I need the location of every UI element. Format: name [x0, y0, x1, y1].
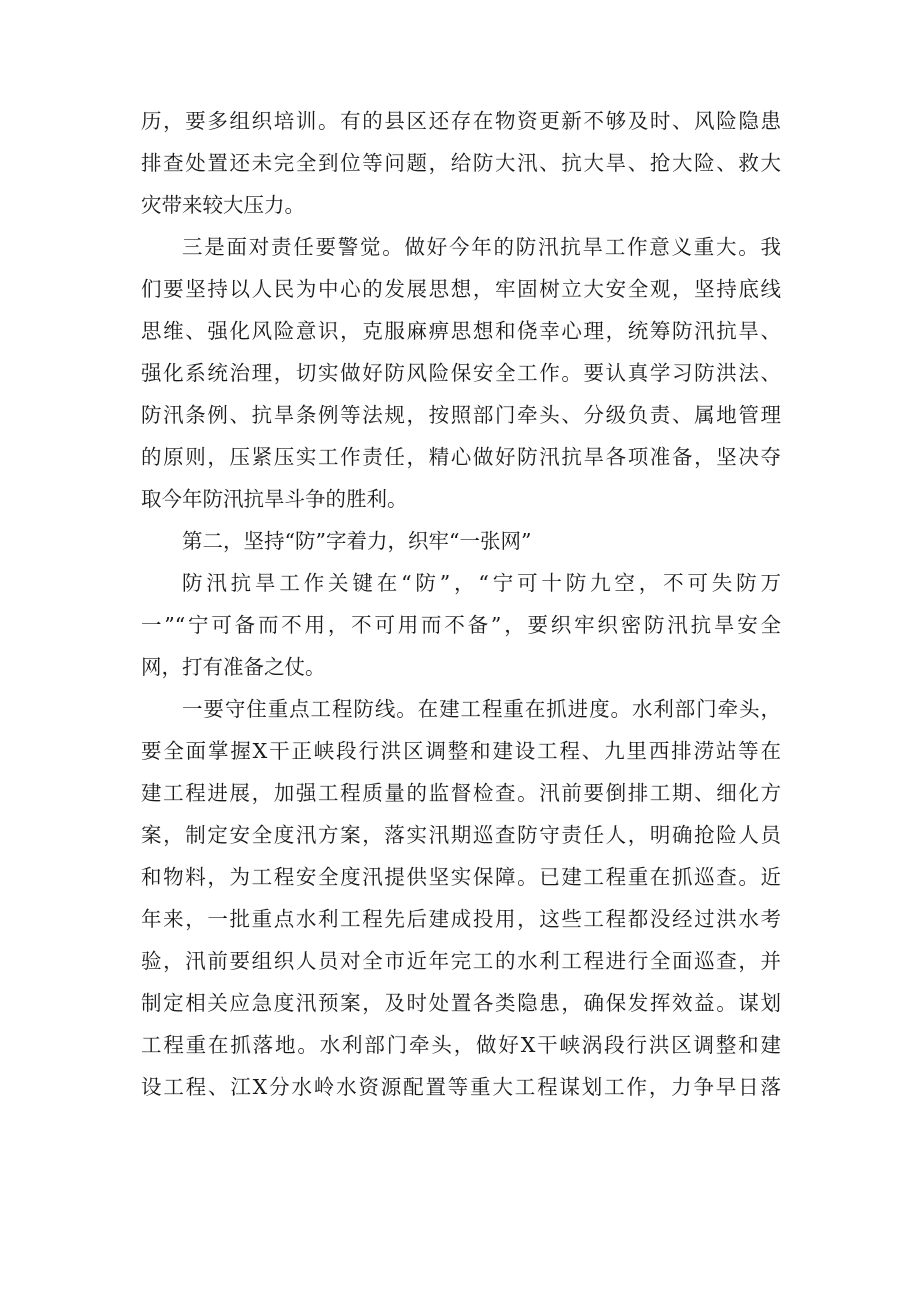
text-line: 年来，一批重点水利工程先后建成投用，这些工程都没经过洪水考 — [141, 907, 781, 931]
paragraph-heading-line: 一要守住重点工程防线。在建工程重在抓进度。水利部门牵头， — [182, 697, 781, 721]
text-line: 的原则，压紧压实工作责任，精心做好防汛抗旱各项准备，坚决夺 — [141, 445, 781, 469]
text-line: 一”“宁可备而不用，不可用而不备”，要织牢织密防汛抗旱安全 — [141, 613, 781, 637]
section-heading: 第二，坚持“防”字着力，织牢“一张网” — [182, 529, 532, 553]
text-line: 案，制定安全度汛方案，落实汛期巡查防守责任人，明确抢险人员 — [141, 823, 781, 847]
paragraph-heading-line: 三是面对责任要警觉。做好今年的防汛抗旱工作意义重大。我 — [182, 235, 781, 259]
document-body — [141, 100, 781, 1108]
text-line: 强化系统治理，切实做好防风险保安全工作。要认真学习防洪法、 — [141, 361, 781, 385]
text-line: 要全面掌握X干正峡段行洪区调整和建设工程、九里西排涝站等在 — [141, 739, 781, 763]
text-line: 取今年防汛抗旱斗争的胜利。 — [141, 487, 408, 511]
text-line: 历，要多组织培训。有的县区还存在物资更新不够及时、风险隐患 — [141, 109, 781, 133]
text-line: 设工程、江X分水岭水资源配置等重大工程谋划工作，力争早日落 — [141, 1075, 781, 1099]
text-line: 网，打有准备之仗。 — [141, 655, 326, 679]
text-line: 验，汛前要组织人员对全市近年完工的水利工程进行全面巡查，并 — [141, 949, 781, 973]
text-line: 防汛条例、抗旱条例等法规，按照部门牵头、分级负责、属地管理 — [141, 403, 781, 427]
text-line: 和物料，为工程安全度汛提供坚实保障。已建工程重在抓巡查。近 — [141, 865, 781, 889]
text-line: 防汛抗旱工作关键在“防”，“宁可十防九空，不可失防万 — [182, 571, 781, 595]
text-line: 排查处置还未完全到位等问题，给防大汛、抗大旱、抢大险、救大 — [141, 151, 781, 175]
text-line: 思维、强化风险意识，克服麻痹思想和侥幸心理，统筹防汛抗旱、 — [141, 319, 781, 343]
text-line: 们要坚持以人民为中心的发展思想，牢固树立大安全观，坚持底线 — [141, 277, 781, 301]
text-line: 建工程进展，加强工程质量的监督检查。汛前要倒排工期、细化方 — [141, 781, 781, 805]
text-line: 制定相关应急度汛预案，及时处置各类隐患，确保发挥效益。谋划 — [141, 991, 781, 1015]
text-line: 灾带来较大压力。 — [141, 193, 305, 217]
text-line: 工程重在抓落地。水利部门牵头，做好X干峡涡段行洪区调整和建 — [141, 1033, 781, 1057]
